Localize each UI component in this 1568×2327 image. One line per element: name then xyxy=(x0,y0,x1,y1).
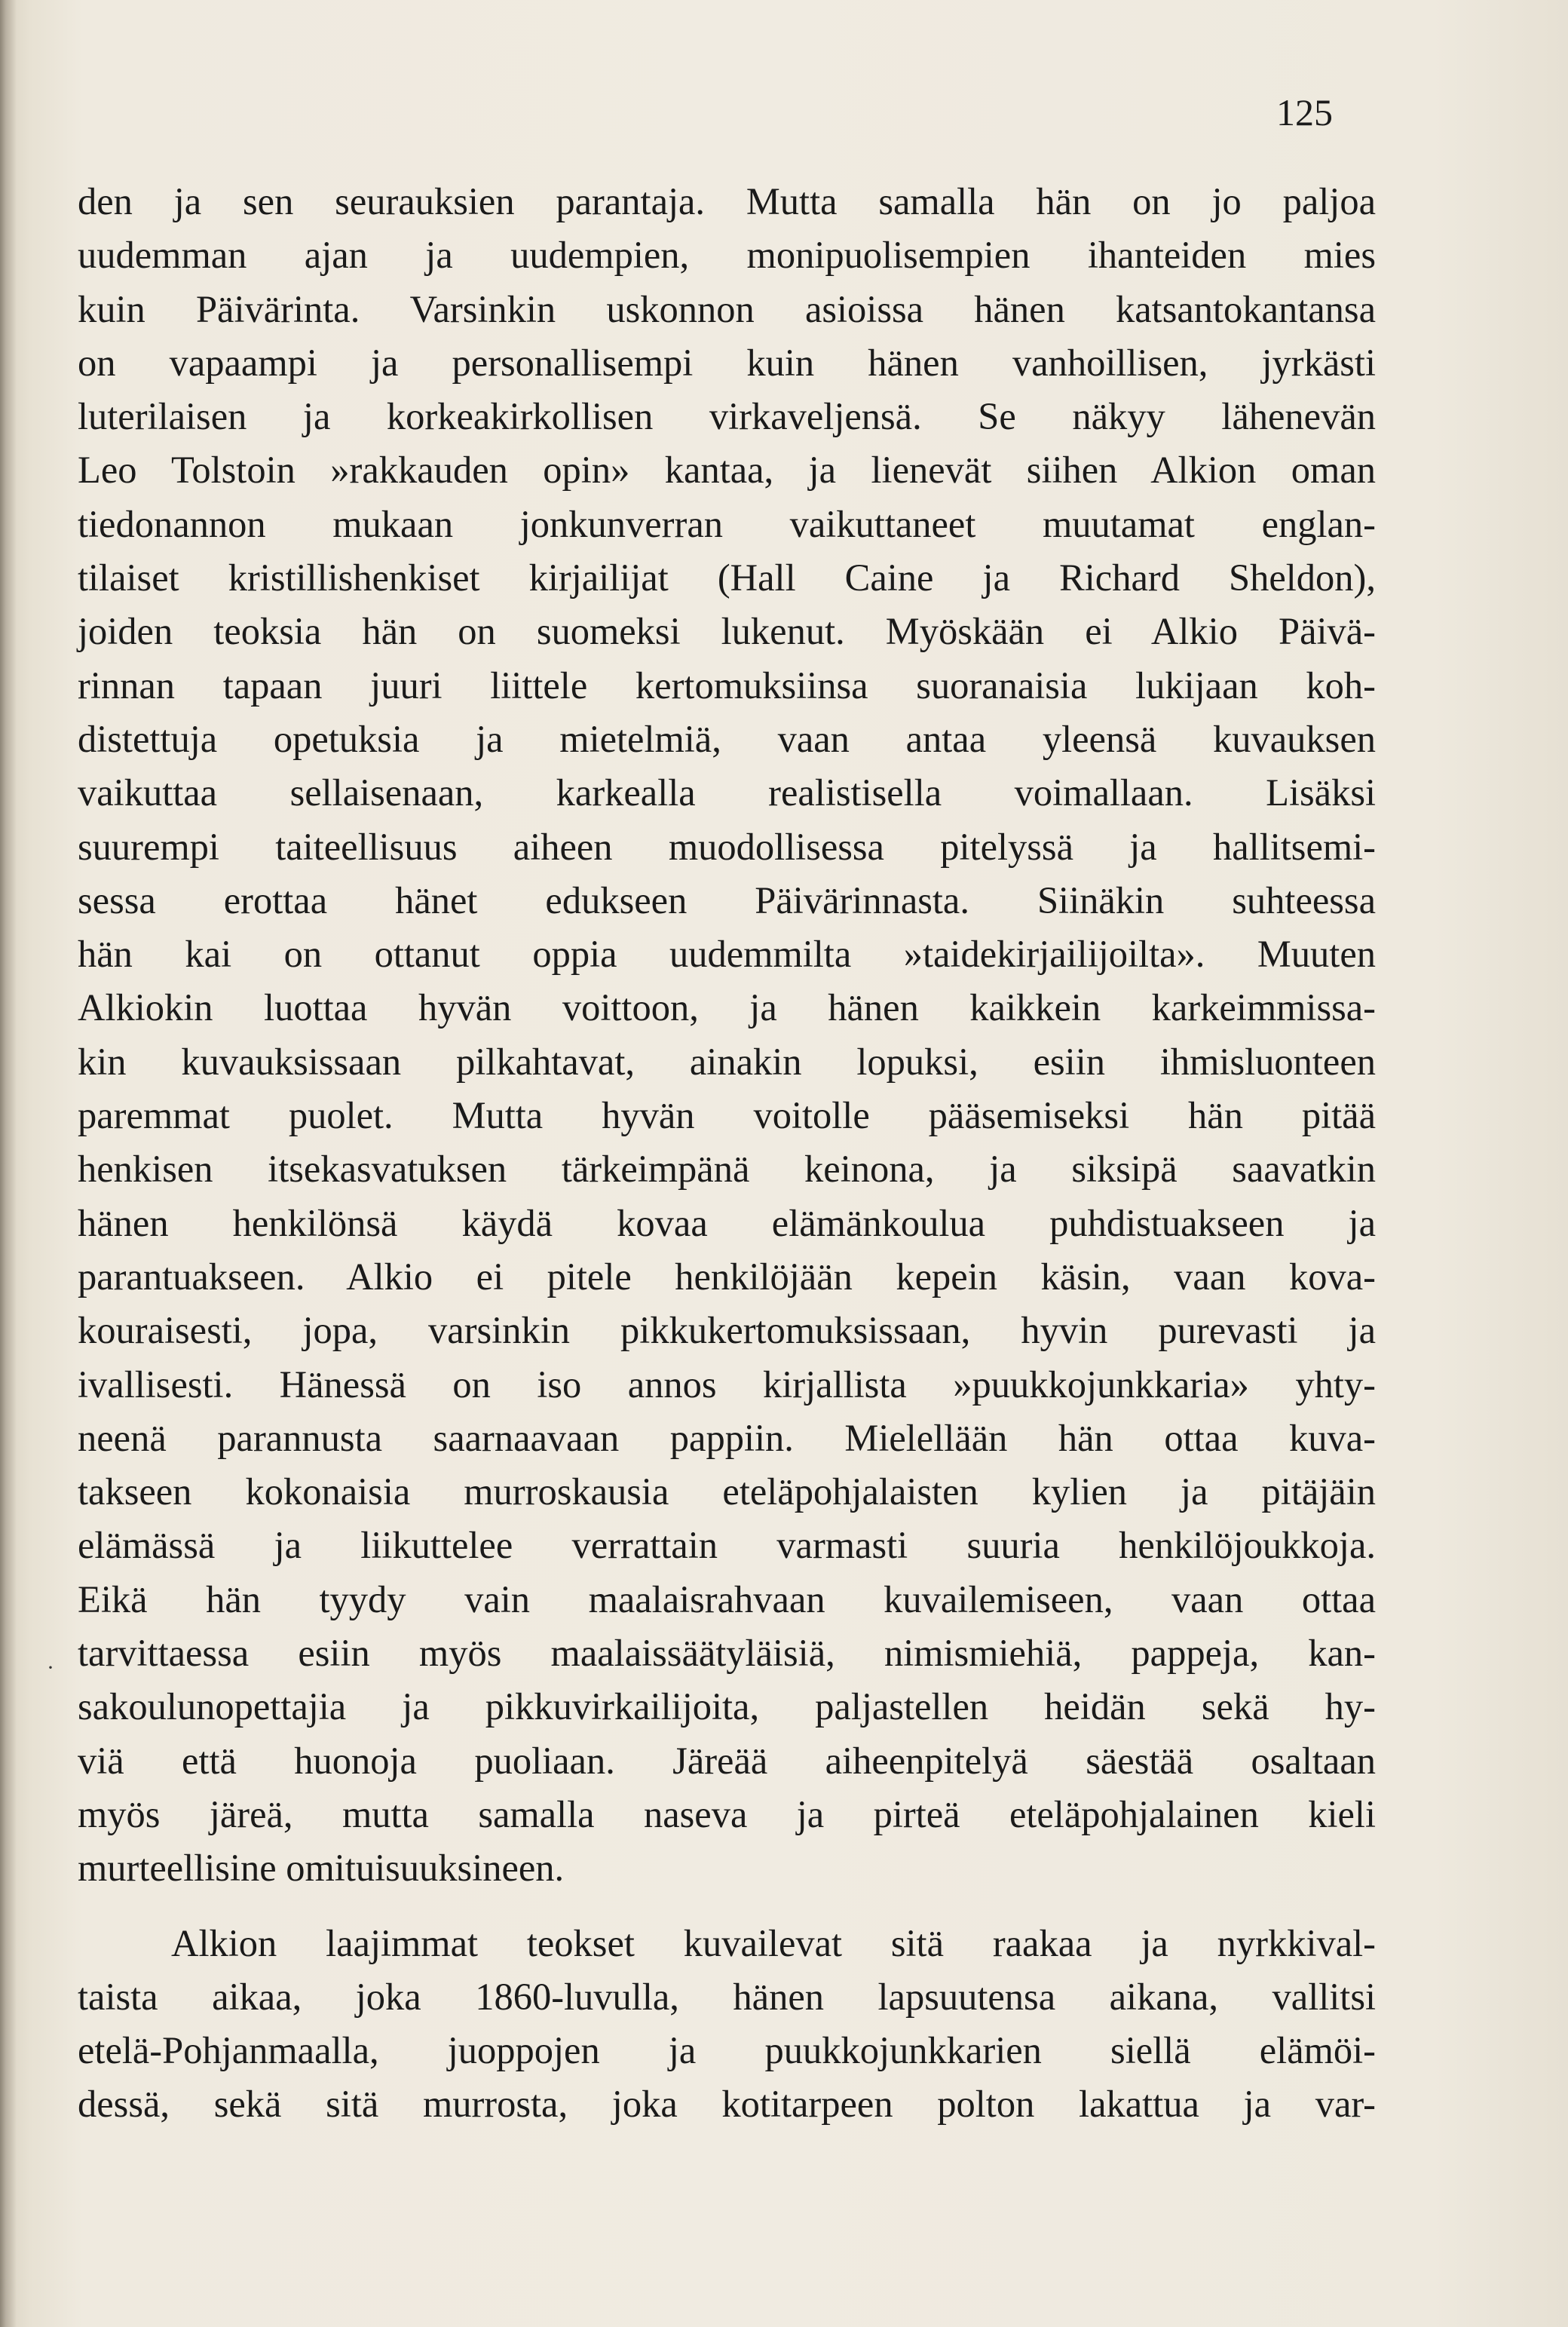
text-line: elämässä ja liikuttelee verrattain varmasti suuria henkilöjoukkoja. xyxy=(78,1524,1376,1567)
text-line: sakoulunopettajia ja pikkuvirkailijoita, paljastellen heidän sekä hy- xyxy=(78,1685,1376,1728)
text-line: kouraisesti, jopa, varsinkin pikkukertomuksissaan, hyvin purevasti ja xyxy=(78,1309,1376,1352)
text-line: hän kai on ottanut oppia uudemmilta »taidekirjailijoilta». Muuten xyxy=(78,933,1376,976)
text-line: joiden teoksia hän on suomeksi lukenut. Myöskään ei Alkio Päivä- xyxy=(78,610,1376,653)
paragraph-spacing xyxy=(78,1896,1376,1917)
text-line: henkisen itsekasvatuksen tärkeimpänä keinona, ja siksipä saavatkin xyxy=(78,1148,1376,1191)
text-line: Alkiokin luottaa hyvän voittoon, ja hänen kaikkein karkeimmissa- xyxy=(78,986,1376,1029)
paragraph-2 xyxy=(78,1917,1376,2132)
text-line: parantuakseen. Alkio ei pitele henkilöjään kepein käsin, vaan kova- xyxy=(78,1255,1376,1298)
page-number: 125 xyxy=(1276,91,1333,133)
text-line: uudemman ajan ja uudempien, monipuolisempien ihanteiden mies xyxy=(78,234,1376,277)
text-line: sessa erottaa hänet edukseen Päivärinnasta. Siinäkin suhteessa xyxy=(78,878,1376,921)
text-line: rinnan tapaan juuri liittele kertomuksiinsa suoranaisia lukijaan koh- xyxy=(78,664,1376,707)
text-line: luterilaisen ja korkeakirkollisen virkaveljensä. Se näkyy lähenevän xyxy=(78,395,1376,438)
text-line: myös järeä, mutta samalla naseva ja pirteä eteläpohjalainen kieli xyxy=(78,1792,1376,1835)
binding-shadow xyxy=(0,0,17,2327)
paragraph-1 xyxy=(78,175,1376,1896)
text-line: Alkion laajimmat teokset kuvailevat sitä raakaa ja nyrkkival- xyxy=(171,1921,1376,1964)
text-line: paremmat puolet. Mutta hyvän voitolle pääsemiseksi hän pitää xyxy=(78,1094,1376,1137)
text-line: tilaiset kristillishenkiset kirjailijat (Hall Caine ja Richard Sheldon), xyxy=(78,556,1376,599)
text-line: taista aikaa, joka 1860-luvulla, hänen lapsuutensa aikana, vallitsi xyxy=(78,1975,1376,2018)
text-line: kin kuvauksissaan pilkahtavat, ainakin lopuksi, esiin ihmisluonteen xyxy=(78,1040,1376,1083)
text-line: tiedonannon mukaan jonkunverran vaikuttaneet muutamat englan- xyxy=(78,502,1376,545)
text-line: distettuja opetuksia ja mietelmiä, vaan antaa yleensä kuvauksen xyxy=(78,717,1376,760)
text-line: etelä-Pohjanmaalla, juoppojen ja puukkojunkkarien siellä elämöi- xyxy=(78,2029,1376,2072)
margin-mark: · xyxy=(47,1655,54,1680)
text-line: Eikä hän tyydy vain maalaisrahvaan kuvailemiseen, vaan ottaa xyxy=(78,1577,1376,1620)
text-line: neenä parannusta saarnaavaan pappiin. Mielellään hän ottaa kuva- xyxy=(78,1416,1376,1459)
text-line: takseen kokonaisia murroskausia eteläpohjalaisten kylien ja pitäjäin xyxy=(78,1470,1376,1513)
body-text xyxy=(78,175,1376,2132)
text-line: dessä, sekä sitä murrosta, joka kotitarpeen polton lakattua ja var- xyxy=(78,2083,1376,2126)
text-line: hänen henkilönsä käydä kovaa elämänkoulua puhdistuakseen ja xyxy=(78,1201,1376,1244)
text-line: ivallisesti. Hänessä on iso annos kirjallista »puukkojunkkaria» yhty- xyxy=(78,1363,1376,1406)
text-line: murteellisine omituisuuksineen. xyxy=(78,1847,565,1890)
text-line: Leo Tolstoin »rakkauden opin» kantaa, ja lienevät siihen Alkion oman xyxy=(78,449,1376,492)
text-line: viä että huonoja puoliaan. Järeää aiheenpitelyä säestää osaltaan xyxy=(78,1739,1376,1782)
text-line: tarvittaessa esiin myös maalaissäätyläisiä, nimismiehiä, pappeja, kan- xyxy=(78,1632,1376,1675)
text-line: vaikuttaa sellaisenaan, karkealla realistisella voimallaan. Lisäksi xyxy=(78,771,1376,814)
text-line: kuin Päivärinta. Varsinkin uskonnon asioissa hänen katsantokantansa xyxy=(78,287,1376,330)
text-line: den ja sen seurauksien parantaja. Mutta samalla hän on jo paljoa xyxy=(78,180,1376,222)
text-line: on vapaampi ja personallisempi kuin hänen vanhoillisen, jyrkästi xyxy=(78,341,1376,384)
text-line: suurempi taiteellisuus aiheen muodollisessa pitelyssä ja hallitsemi- xyxy=(78,825,1376,868)
